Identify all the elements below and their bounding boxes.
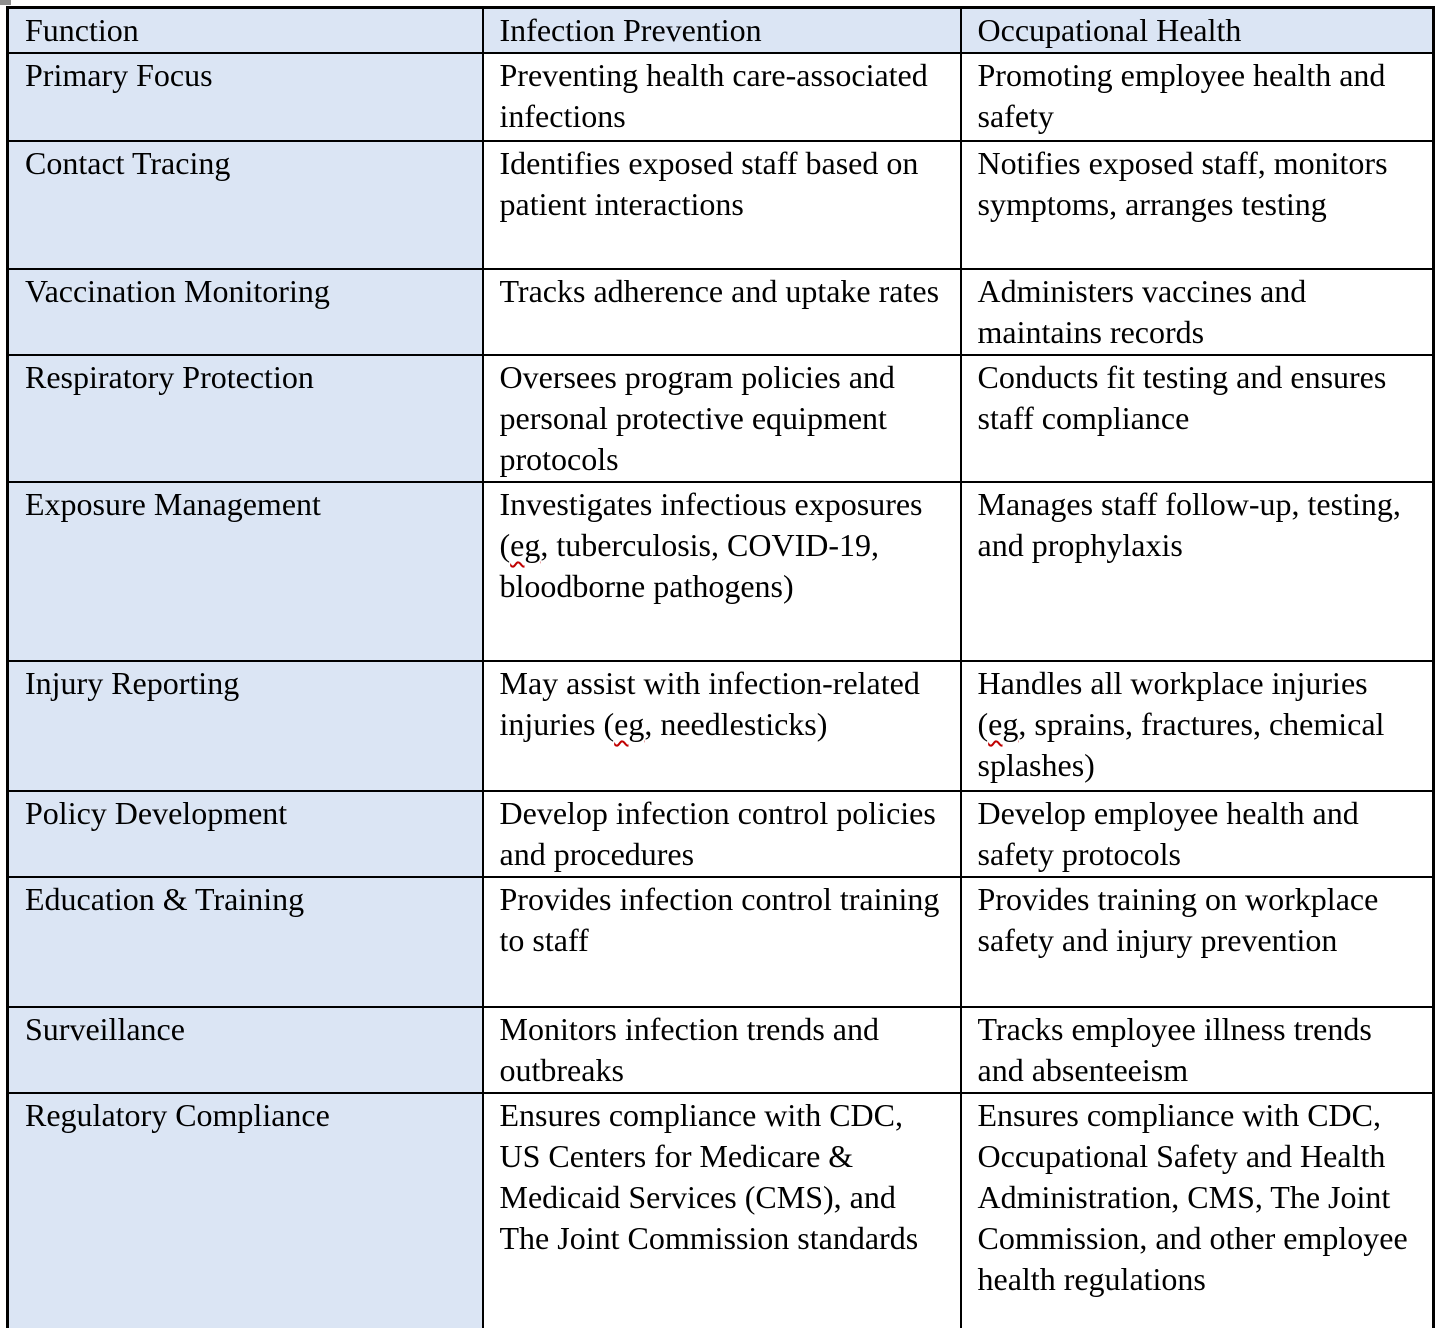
cell-function: Contact Tracing	[8, 141, 483, 269]
cell-text: Monitors infection trends and outbreaks	[499, 1011, 879, 1088]
cell-text: , needlesticks)	[644, 706, 828, 742]
cell-infection-prevention	[483, 877, 961, 1007]
cell-function: Respiratory Protection	[8, 355, 483, 482]
cell-function: Injury Reporting	[8, 661, 483, 791]
cell-occupational-health	[961, 269, 1434, 355]
cell-text: Promoting employee health and safety	[977, 57, 1386, 134]
cell-infection-prevention	[483, 53, 961, 141]
table-row	[8, 141, 1434, 269]
header-row	[8, 8, 1434, 54]
cell-text: Ensures compliance with CDC, Occupational Safety and Health Administration, CMS, The Joint Commission, and other employee health regulations	[977, 1097, 1408, 1297]
table-row	[8, 791, 1434, 877]
cell-text: Identifies exposed staff based on patient interactions	[499, 145, 919, 222]
cell-text: , tuberculosis, COVID-19, bloodborne pathogens)	[499, 527, 879, 604]
cell-infection-prevention	[483, 791, 961, 877]
cell-occupational-health	[961, 141, 1434, 269]
table-row	[8, 877, 1434, 1007]
cell-text: May assist with infection-related injuries (	[499, 665, 920, 742]
cell-text: Manages staff follow-up, testing, and prophylaxis	[977, 486, 1401, 563]
cell-text: Develop infection control policies and procedures	[499, 795, 936, 872]
cell-occupational-health	[961, 482, 1434, 661]
cell-occupational-health	[961, 661, 1434, 791]
column-header-occupational-health: Occupational Health	[961, 8, 1434, 54]
cell-text: Conducts fit testing and ensures staff compliance	[977, 359, 1387, 436]
cell-infection-prevention	[483, 269, 961, 355]
cell-text: Tracks adherence and uptake rates	[499, 273, 940, 309]
cell-function: Surveillance	[8, 1007, 483, 1093]
cell-infection-prevention	[483, 1007, 961, 1093]
cell-function: Regulatory Compliance	[8, 1093, 483, 1328]
cell-text: , sprains, fractures, chemical splashes)	[977, 706, 1385, 783]
cell-text: Provides infection control training to staff	[499, 881, 940, 958]
cell-infection-prevention	[483, 482, 961, 661]
screen-corner-artifact	[0, 0, 11, 5]
cell-text: Ensures compliance with CDC, US Centers for Medicare & Medicaid Services (CMS), and The Joint Commission standards	[499, 1097, 919, 1256]
table-row	[8, 355, 1434, 482]
spellcheck-squiggle: eg	[510, 527, 541, 563]
cell-text: Handles all workplace injuries (	[977, 665, 1368, 742]
cell-occupational-health	[961, 1007, 1434, 1093]
cell-text: Oversees program policies and personal protective equipment protocols	[499, 359, 895, 477]
cell-text: Investigates infectious exposures (	[499, 486, 923, 563]
cell-function: Exposure Management	[8, 482, 483, 661]
column-header-function: Function	[8, 8, 483, 54]
cell-occupational-health	[961, 53, 1434, 141]
cell-occupational-health	[961, 1093, 1434, 1328]
cell-text: Administers vaccines and maintains records	[977, 273, 1307, 350]
cell-function: Policy Development	[8, 791, 483, 877]
cell-infection-prevention	[483, 355, 961, 482]
table-row	[8, 269, 1434, 355]
table-row	[8, 661, 1434, 791]
cell-function: Primary Focus	[8, 53, 483, 141]
spellcheck-squiggle: eg	[988, 706, 1019, 742]
cell-function: Vaccination Monitoring	[8, 269, 483, 355]
table-row	[8, 53, 1434, 141]
cell-text: Develop employee health and safety protocols	[977, 795, 1359, 872]
cell-occupational-health	[961, 355, 1434, 482]
comparison-table	[6, 6, 1435, 1328]
table-row	[8, 482, 1434, 661]
cell-function: Education & Training	[8, 877, 483, 1007]
column-header-infection-prevention: Infection Prevention	[483, 8, 961, 54]
table-row	[8, 1007, 1434, 1093]
cell-occupational-health	[961, 877, 1434, 1007]
table-row	[8, 1093, 1434, 1328]
cell-infection-prevention	[483, 1093, 961, 1328]
cell-infection-prevention	[483, 141, 961, 269]
cell-text: Preventing health care-associated infections	[499, 57, 928, 134]
cell-text: Tracks employee illness trends and absenteeism	[977, 1011, 1372, 1088]
cell-infection-prevention	[483, 661, 961, 791]
cell-text: Provides training on workplace safety and injury prevention	[977, 881, 1379, 958]
cell-text: Notifies exposed staff, monitors symptoms, arranges testing	[977, 145, 1388, 222]
spellcheck-squiggle: eg	[614, 706, 645, 742]
cell-occupational-health	[961, 791, 1434, 877]
